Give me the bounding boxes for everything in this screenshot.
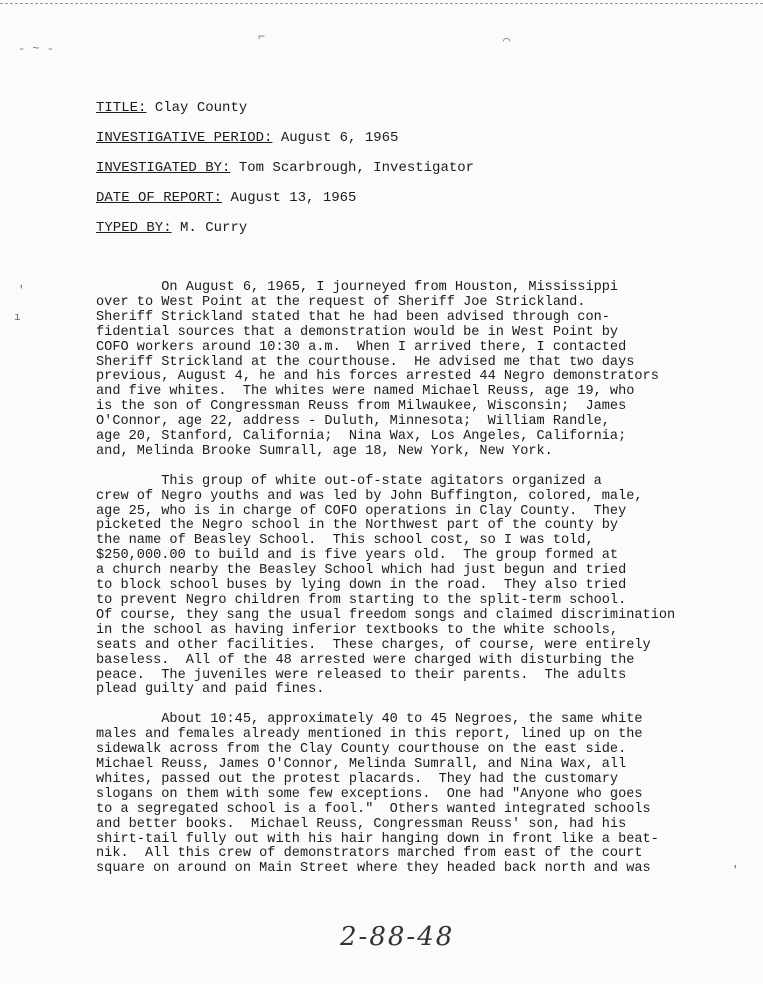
report-date-row — [96, 190, 474, 220]
period-value: August 6, 1965 — [280, 130, 399, 146]
text-line: sidewalk across from the Clay County courthouse on the east side. — [96, 742, 627, 758]
paragraph — [96, 281, 746, 460]
text-line: baseless. All of the 48 arrested were charged with disturbing the — [96, 652, 635, 668]
title-row — [96, 100, 474, 130]
text-line: over to West Point at the request of Sheriff Joe Strickland. — [96, 294, 586, 310]
text-line: Michael Reuss, James O'Connor, Melinda Sumrall, and Nina Wax, all — [96, 756, 627, 772]
scan-mark: ⌐ — [258, 30, 266, 44]
text-line: previous, August 4, he and his forces arrested 44 Negro demonstrators — [96, 369, 659, 385]
investigator-row — [96, 160, 474, 190]
report-date-label: DATE OF REPORT: — [96, 190, 223, 206]
text-line: whites, passed out the protest placards. They had the customary — [96, 771, 619, 787]
title-label: TITLE: — [96, 100, 147, 116]
typed-by-row — [96, 220, 474, 250]
report-header — [96, 100, 474, 250]
text-line: slogans on them with some few exceptions. One had "Anyone who goes — [96, 786, 643, 802]
margin-mark: ' — [18, 285, 25, 297]
text-line: $250,000.00 to build and is five years old. The group formed at — [96, 548, 619, 564]
text-line: males and females already mentioned in this report, lined up on the — [96, 727, 643, 743]
text-line: crew of Negro youths and was led by John Buffington, colored, male, — [96, 488, 643, 504]
text-line: square on around on Main Street where they headed back north and was — [96, 861, 651, 877]
text-line: a church nearby the Beasley School which had just begun and tried — [96, 563, 627, 579]
text-line: is the son of Congressman Reuss from Milwaukee, Wisconsin; James — [96, 399, 627, 415]
text-line: seats and other facilities. These charges, of course, were entirely — [96, 637, 651, 653]
text-line: Sheriff Strickland stated that he had been advised through con- — [96, 309, 610, 325]
text-line: and better books. Michael Reuss, Congressman Reuss' son, had his — [96, 816, 627, 832]
handwritten-document-number: 2-88-48 — [340, 922, 455, 952]
text-line: picketed the Negro school in the Northwest part of the county by — [96, 518, 619, 534]
paragraph — [96, 475, 746, 699]
margin-mark: ı — [14, 312, 21, 324]
text-line: O'Connor, age 22, address - Duluth, Minnesota; William Randle, — [96, 414, 610, 430]
text-line: to a segregated school is a fool." Others wanted integrated schools — [96, 801, 651, 817]
text-line: fidential sources that a demonstration would be in West Point by — [96, 324, 619, 340]
text-line: Sheriff Strickland at the courthouse. He advised me that two days — [96, 354, 635, 370]
text-line: nik. All this crew of demonstrators marched from east of the court — [96, 846, 643, 862]
text-line: to prevent Negro children from starting to the split-term school. — [96, 593, 627, 609]
scan-mark: - ~ - — [18, 42, 55, 56]
text-line: Of course, they sang the usual freedom songs and claimed discrimination — [96, 607, 676, 623]
period-label: INVESTIGATIVE PERIOD: — [96, 130, 273, 146]
top-dashed-border — [0, 3, 763, 4]
typed-by-value: M. Curry — [180, 220, 248, 236]
text-line: to block school buses by lying down in the road. They also tried — [96, 578, 627, 594]
text-line: This group of white out-of-state agitators organized a — [96, 473, 602, 489]
title-value: Clay County — [154, 100, 248, 116]
investigator-label: INVESTIGATED BY: — [96, 160, 231, 176]
text-line: and five whites. The whites were named Michael Reuss, age 19, who — [96, 384, 635, 400]
text-line: and, Melinda Brooke Sumrall, age 18, New York, New York. — [96, 443, 553, 459]
typed-by-label: TYPED BY: — [96, 220, 172, 236]
text-line: the name of Beasley School. This school cost, so I was told, — [96, 533, 594, 549]
scan-mark: ⌒ — [503, 34, 511, 48]
text-line: age 20, Stanford, California; Nina Wax, Los Angeles, California; — [96, 429, 627, 445]
text-line: peace. The juveniles were released to their parents. The adults — [96, 667, 627, 683]
period-row — [96, 130, 474, 160]
text-line: On August 6, 1965, I journeyed from Houston, Mississippi — [96, 280, 619, 295]
text-line: shirt-tail fully out with his hair hanging down in front like a beat- — [96, 831, 659, 847]
report-date-value: August 13, 1965 — [230, 190, 357, 206]
text-line: plead guilty and paid fines. — [96, 682, 325, 698]
text-line: COFO workers around 10:30 a.m. When I arrived there, I contacted — [96, 339, 627, 355]
margin-mark: ' — [732, 865, 739, 877]
text-line: About 10:45, approximately 40 to 45 Negroes, the same white — [96, 712, 643, 728]
investigator-value: Tom Scarbrough, Investigator — [238, 160, 475, 176]
text-line: in the school as having inferior textbooks to the white schools, — [96, 622, 619, 638]
text-line: age 25, who is in charge of COFO operations in Clay County. They — [96, 503, 627, 519]
report-body — [96, 281, 746, 892]
paragraph — [96, 713, 746, 877]
